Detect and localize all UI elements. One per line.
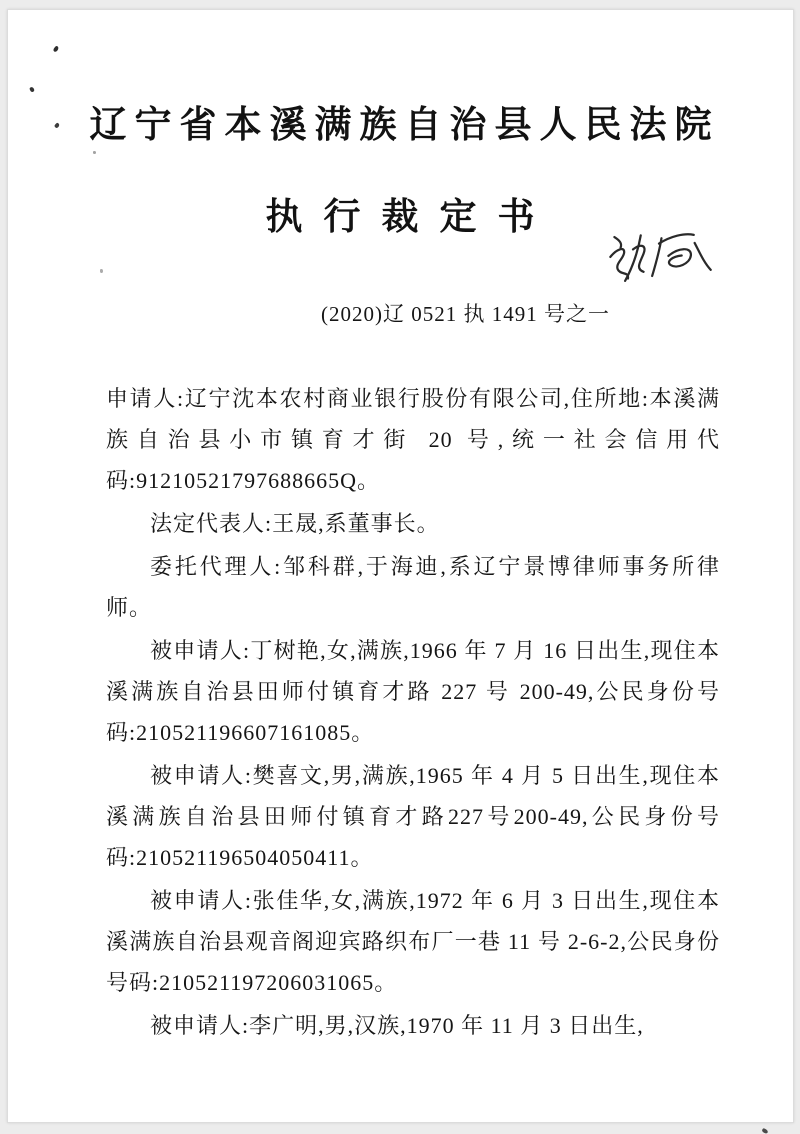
- case-number: (2020)辽 0521 执 1491 号之一: [321, 302, 610, 326]
- paragraph-respondent-4: 被申请人:李广明,男,汉族,1970 年 11 月 3 日出生,: [150, 1013, 644, 1038]
- document-title: 执行裁定书: [265, 197, 556, 238]
- scan-speckle: [53, 45, 60, 52]
- paragraph-applicant: 申请人:辽宁沈本农村商业银行股份有限公司,住所地:本溪满族自治县小市镇育才街 20 号,统一社会信用代码:91210521797688665Q。: [106, 386, 720, 493]
- scan-speckle: [93, 151, 96, 154]
- scan-speckle: [29, 86, 35, 92]
- case-number-row: [8, 298, 793, 328]
- paragraph-respondent-3: 被申请人:张佳华,女,满族,1972 年 6 月 3 日出生,现住本溪满族自治县观音阁迎宾路织布厂一巷 11 号 2-6-2,公民身份号码:210521197206031065。: [106, 888, 720, 995]
- paragraph-attorney: 委托代理人:邹科群,于海迪,系辽宁景博律师事务所律师。: [106, 554, 720, 620]
- court-name-heading: 辽宁省本溪满族自治县人民法院: [89, 105, 720, 146]
- paragraph-legal-representative: 法定代表人:王晟,系董事长。: [150, 511, 440, 536]
- document-body: [106, 378, 720, 1048]
- paragraph-respondent-2: 被申请人:樊喜文,男,满族,1965 年 4 月 5 日出生,现住本溪满族自治县田师付镇育才路227号200-49,公民身份号码:210521196504050411。: [106, 763, 720, 870]
- handwritten-annotation: [592, 207, 731, 298]
- scan-speckle: [761, 1128, 768, 1134]
- scan-speckle: [100, 269, 103, 273]
- paragraph-respondent-1: 被申请人:丁树艳,女,满族,1966 年 7 月 16 日出生,现住本溪满族自治县田师付镇育才路 227 号 200-49,公民身份号码:210521196607161085。: [106, 638, 720, 745]
- document-page: [7, 9, 794, 1123]
